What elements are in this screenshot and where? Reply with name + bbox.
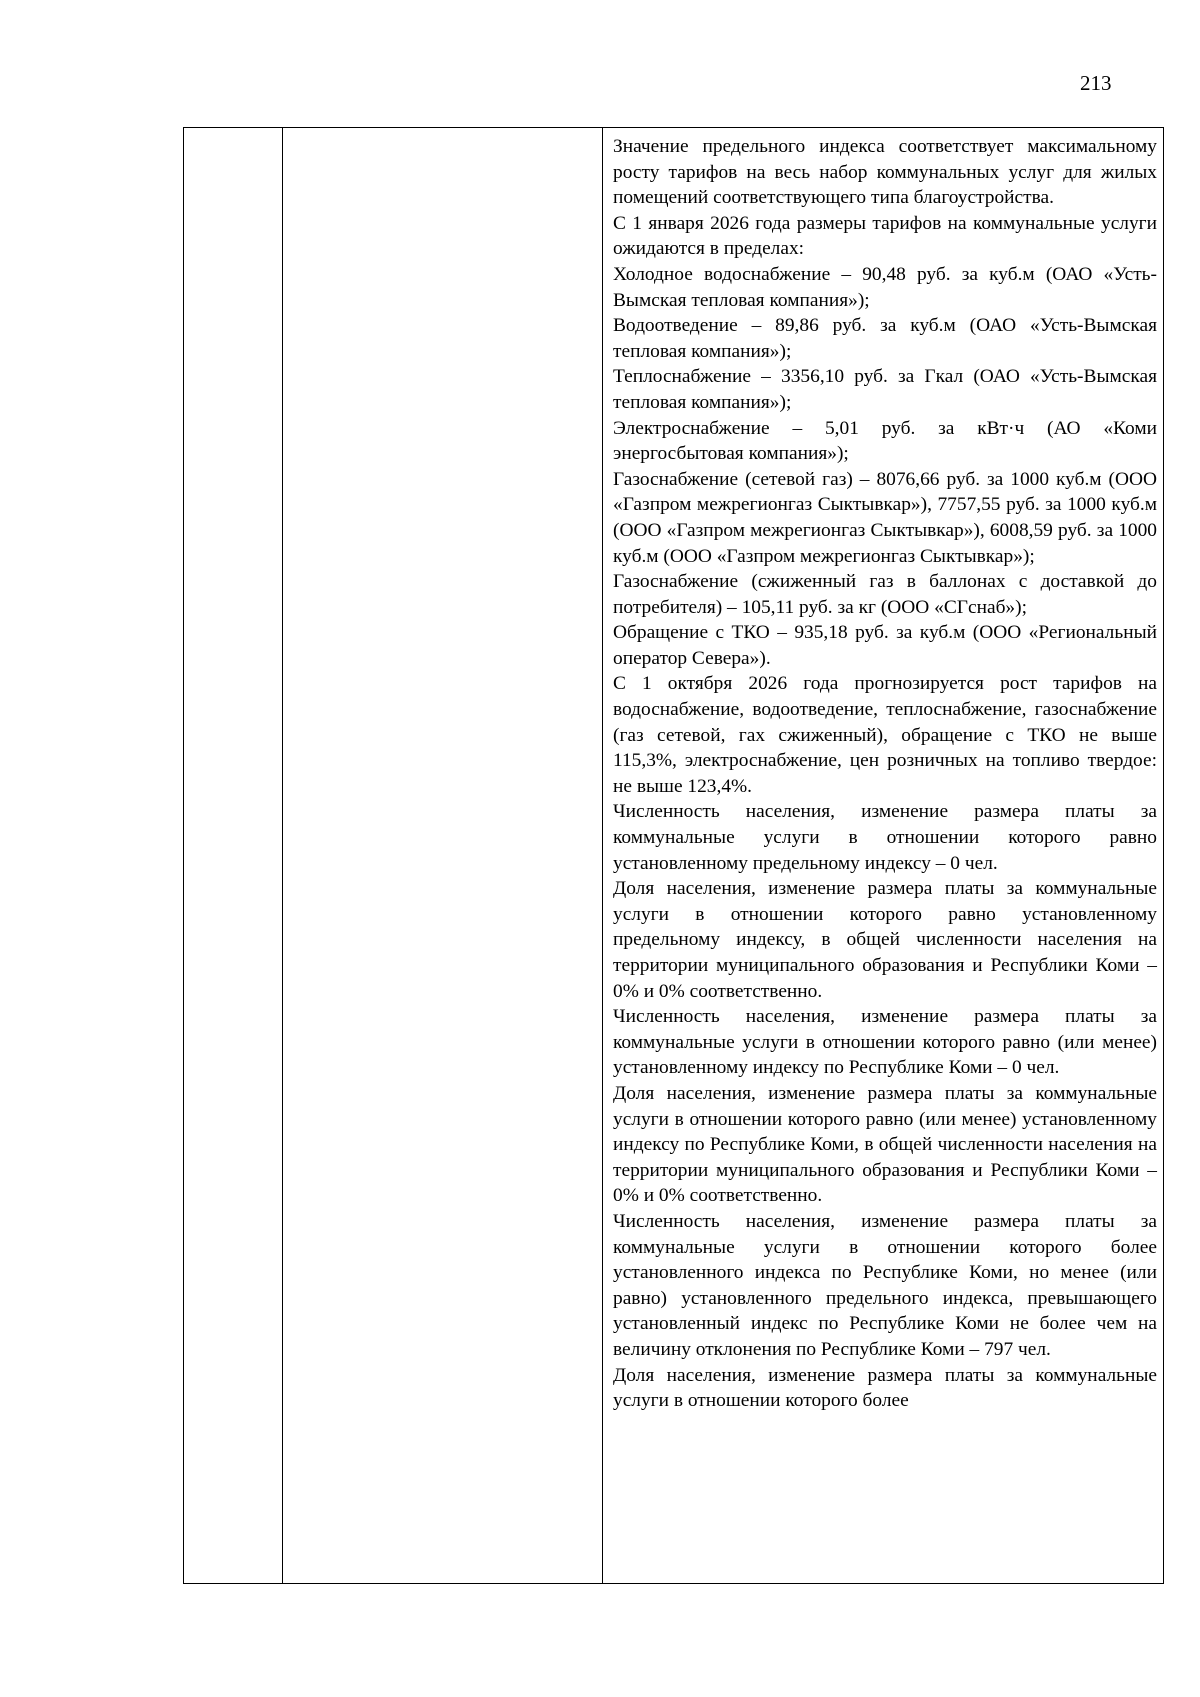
page-number: 213: [1080, 71, 1112, 95]
paragraph-share-equal-limit: Доля населения, изменение размера платы за коммунальные услуги в отношении которого равно установленному предельному индексу, в общей численности населения на территории муниципального образования и Республики Коми – 0% и 0% соответственно.: [613, 878, 1157, 1002]
paragraph-electricity: Электроснабжение – 5,01 руб. за кВт·ч (АО «Коми энергосбытовая компания»);: [613, 417, 1157, 465]
paragraph-network-gas: Газоснабжение (сетевой газ) – 8076,66 руб. за 1000 куб.м (ООО «Газпром межрегионгаз Сыктывкар»), 7757,55 руб. за 1000 куб.м (ООО «Газпром межрегионгаз Сыктывкар»), 6008,59 руб. за 1000 куб.м (ООО «Газпром межрегионгаз Сыктывкар»);: [613, 468, 1157, 567]
paragraph-heating: Теплоснабжение – 3356,10 руб. за Гкал (ОАО «Усть-Вымская тепловая компания»);: [613, 366, 1157, 413]
table-column-divider-2: [602, 128, 603, 1583]
paragraph-waste: Обращение с ТКО – 935,18 руб. за куб.м (ООО «Региональный оператор Севера»).: [613, 622, 1157, 669]
paragraph-october-forecast: С 1 октября 2026 года прогнозируется рост тарифов на водоснабжение, водоотведение, теплоснабжение, газоснабжение (газ сетевой, гах сжиженный), обращение с ТКО не выше 115,3%, электроснабжение, цен розничных на топливо твердое: не выше 123,4%.: [613, 673, 1157, 797]
paragraph-index-note: Значение предельного индекса соответствует максимальному росту тарифов на весь набор коммунальных услуг для жилых помещений соответствующего типа благоустройства.: [613, 136, 1157, 209]
paragraph-population-equal-limit: Численность населения, изменение размера платы за коммунальные услуги в отношении которого равно установленному предельному индексу – 0 чел.: [613, 801, 1157, 874]
paragraph-liquefied-gas: Газоснабжение (сжиженный газ в баллонах с доставкой до потребителя) – 105,11 руб. за кг (ООО «СГснаб»);: [613, 571, 1157, 618]
table-column-divider-1: [282, 128, 283, 1583]
document-table: [183, 127, 1164, 1584]
paragraph-wastewater: Водоотведение – 89,86 руб. за куб.м (ОАО «Усть-Вымская тепловая компания»);: [613, 315, 1157, 362]
table-cell-description: [613, 134, 1157, 1414]
paragraph-population-below-index: Численность населения, изменение размера платы за коммунальные услуги в отношении которого равно (или менее) установленному индексу по Республике Коми – 0 чел.: [613, 1006, 1157, 1079]
paragraph-tariffs-intro: С 1 января 2026 года размеры тарифов на коммунальные услуги ожидаются в пределах:: [613, 212, 1157, 260]
paragraph-share-below-index: Доля населения, изменение размера платы за коммунальные услуги в отношении которого равно (или менее) установленному индексу по Республике Коми, в общей численности населения на территории муниципального образования и Республики Коми – 0% и 0% соответственно.: [613, 1082, 1157, 1207]
paragraph-cold-water: Холодное водоснабжение – 90,48 руб. за куб.м (ОАО «Усть-Вымская тепловая компания»);: [613, 263, 1157, 311]
paragraph-population-above-index: Численность населения, изменение размера платы за коммунальные услуги в отношении которого более установленного индекса по Республике Коми, но менее (или равно) установленного предельного индекса, превышающего установленный индекс по Республике Коми не более чем на величину отклонения по Республике Коми – 797 чел.: [613, 1210, 1157, 1360]
paragraph-share-above-index: Доля населения, изменение размера платы за коммунальные услуги в отношении которого более: [613, 1364, 1157, 1412]
